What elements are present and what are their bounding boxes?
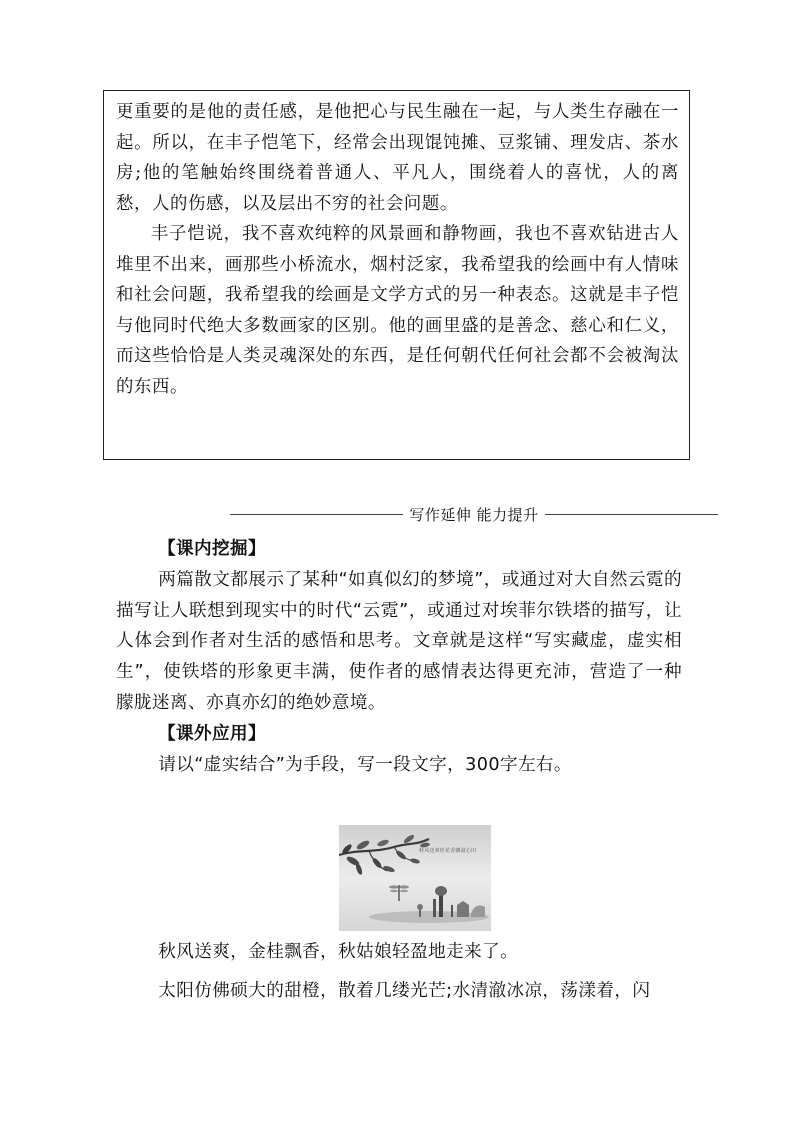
after-class-heading: 【课外应用】: [158, 723, 266, 744]
autumn-illustration: [339, 825, 491, 931]
in-class-body: 两篇散文都展示了某种“如真似幻的梦境”，或通过对大自然云霓的描写让人联想到现实中的时代“云霓”，或通过对埃菲尔铁塔的描写，让人体会到作者对生活的感悟和思考。文章就是这样“写实藏虚，虚实相生”，使铁塔的形象更丰满，使作者的感情表达得更充沛，营造了一种朦胧迷离、亦真亦幻的绝妙意境。: [116, 569, 682, 713]
essay-line-2: 太阳仿佛硕大的甜橙，散着几缕光芒;水清澈冰凉，荡漾着，闪: [158, 980, 651, 1001]
in-class-heading: 【课内挖掘】: [158, 539, 266, 559]
illustration-caption: 秋风送爽桂花香飘溢心田: [419, 848, 477, 854]
autumn-illustration-art: [339, 825, 491, 931]
passage-paragraph-2: 丰子恺说，我不喜欢纯粹的风景画和静物画，我也不喜欢钻进古人堆里不出来，画那些小桥流水，烟村泛家，我希望我的绘画中有人情味和社会问题，我希望我的绘画是文学方式的另一种表态。这就是丰子恺与他同时代绝大多数画家的区别。他的画里盛的是善念、慈心和仁义，而这些恰恰是人类灵魂深处的东西，是任何朝代任何社会都不会被淘汰的东西。: [116, 224, 679, 397]
writing-prompt: 请以“虚实结合”为手段，写一段文字，300字左右。: [158, 754, 572, 775]
in-class-section: [116, 534, 682, 780]
essay-section: [116, 937, 682, 1007]
quoted-passage-box: [103, 90, 690, 460]
essay-line-1: 秋风送爽，金桂飘香，秋姑娘轻盈地走来了。: [158, 942, 519, 962]
divider-line-right: [545, 514, 718, 515]
divider-line-left: [230, 514, 403, 515]
section-title: 写作延伸 能力提升: [409, 505, 539, 524]
section-divider: [230, 500, 718, 528]
passage-paragraph-1: 更重要的是他的责任感，是他把心与民生融在一起，与人类生存融在一起。所以，在丰子恺笔下，经常会出现馄饨摊、豆浆铺、理发店、茶水房;他的笔触始终围绕着普通人、平凡人，围绕着人的喜忧，人的离愁，人的伤感，以及层出不穷的社会问题。: [116, 102, 679, 214]
